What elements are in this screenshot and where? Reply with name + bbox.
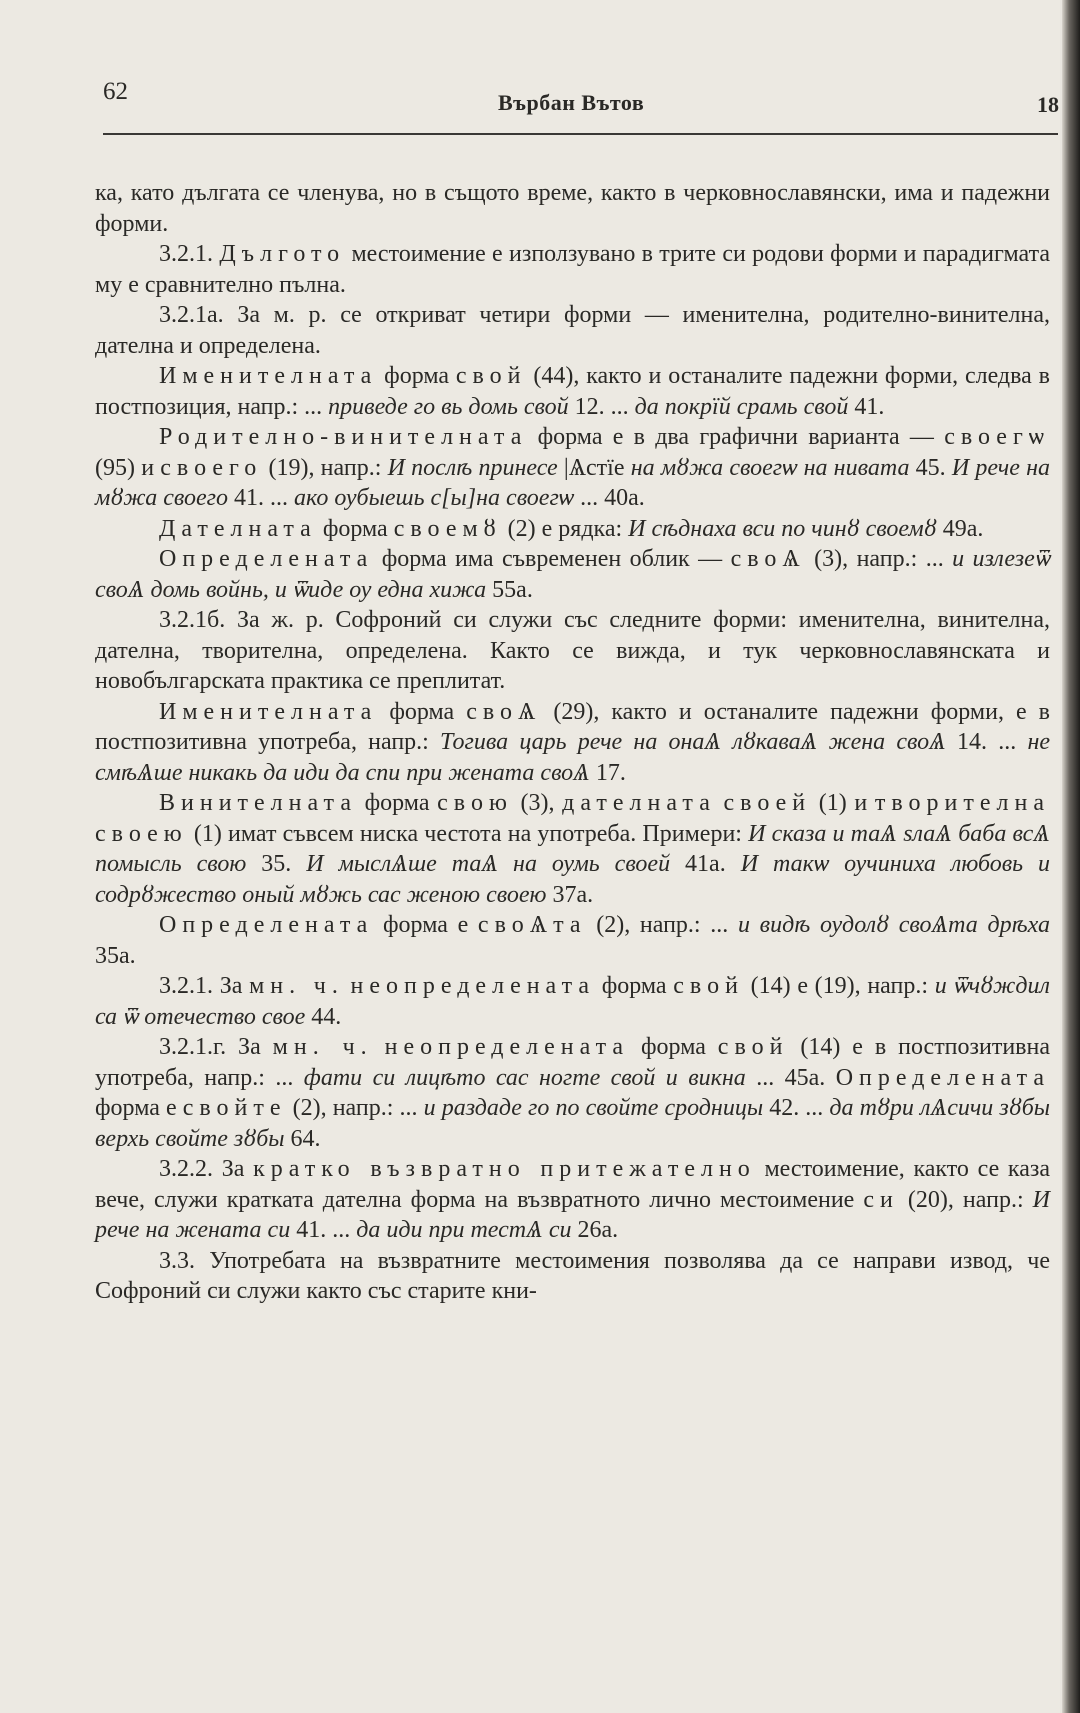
text-run: 3.2.1. xyxy=(159,241,220,267)
book-spine-shadow xyxy=(1062,0,1080,1713)
spaced-term: неопределената xyxy=(384,1034,630,1060)
paragraph-p9 xyxy=(95,697,1050,789)
paragraph-p10 xyxy=(95,788,1050,910)
spaced-term: своею xyxy=(95,820,188,847)
text-run: местоимение, както се каза вече, служи кратката дателна форма на възвратното лично местоимение xyxy=(95,1156,1050,1213)
text-run: форма xyxy=(377,698,467,725)
quoted-example: И послѣ принесе xyxy=(387,454,558,481)
text-run: (2) е рядка: xyxy=(501,515,629,542)
text-run: 26а. xyxy=(571,1217,619,1243)
text-run: 12. ... xyxy=(568,393,635,420)
text-run: (19), напр.: xyxy=(262,454,388,481)
paragraph-p15 xyxy=(95,1246,1050,1307)
text-run: 3.2.1.г. За xyxy=(159,1034,273,1060)
text-run: форма е в два графични варианта — xyxy=(527,424,945,450)
quoted-example: ако оубыешь с[ы]на своегѡ xyxy=(294,485,575,511)
spaced-term: Определената xyxy=(835,1064,1051,1091)
body-text xyxy=(95,178,1050,1307)
paragraph-p2 xyxy=(95,239,1050,300)
spaced-term: свой xyxy=(455,363,527,389)
spaced-term: Родително-винителната xyxy=(159,424,528,450)
spaced-term: кратко възвратно притежателно xyxy=(253,1156,756,1182)
quoted-example: И сказа и таѦ ѕлаѦ баба всѦ помысль свою xyxy=(95,820,1051,877)
paragraph-p1 xyxy=(95,178,1050,239)
text-run: форма xyxy=(377,363,456,389)
text-run: (14) е (19), напр.: xyxy=(743,973,935,999)
text-run: 41. ... xyxy=(290,1217,357,1243)
text-run: (44), както и останалите падежни форми, следва в постпозиция, напр.: ... xyxy=(95,363,1050,420)
text-run: форма е xyxy=(373,912,478,938)
header-rule xyxy=(103,133,1058,135)
quoted-example: и раздаде го по свойте сродницы xyxy=(423,1095,764,1121)
spaced-term: Винителната xyxy=(159,790,357,816)
text-run: |Ѧстїе xyxy=(557,454,631,481)
quoted-example: да покрїй срамь свой xyxy=(634,393,849,420)
text-run: 41. xyxy=(848,393,885,420)
text-run: (14) е в постпозитивна употреба, напр.: ... xyxy=(95,1034,1051,1091)
spaced-term: своѦ xyxy=(466,698,542,725)
quoted-example: И сѣднаха вси по чинȣ своемȣ xyxy=(628,515,937,542)
spaced-term: своѦ xyxy=(730,546,806,572)
paragraph-p3 xyxy=(95,300,1050,361)
paragraph-p5 xyxy=(95,422,1050,514)
page-number: 62 xyxy=(103,78,128,105)
text-run: 49а. xyxy=(936,515,984,542)
edge-mark: 18 xyxy=(1037,92,1059,117)
paragraph-p13 xyxy=(95,1032,1050,1154)
spaced-term: свой xyxy=(673,973,744,999)
text-run: форма е xyxy=(95,1095,183,1121)
spaced-term: творителна xyxy=(874,790,1051,816)
quoted-example: да тȣри лѦсичи зȣбы верхь свойте зȣбы xyxy=(95,1095,1051,1152)
text-run: 37а. xyxy=(546,881,594,908)
text-run: 44. xyxy=(305,1003,342,1030)
text-run: (1) имат съвсем ниска честота на употреба. Примери: xyxy=(187,820,749,847)
quoted-example: И такѡ оучиниха любовь и содрȣжество оный мȣжь сас женою своею xyxy=(95,851,1051,908)
text-run: 3.2.1. За xyxy=(159,973,250,999)
spaced-term: свойте xyxy=(182,1095,287,1121)
spaced-term: Именителната xyxy=(159,698,378,725)
text-run: 17. xyxy=(589,759,626,786)
spaced-term: своѦта xyxy=(477,912,587,938)
text-run xyxy=(344,973,351,999)
text-run: 3.2.1а. За м. р. се откриват четири форми — именителна, родително-винителна, дателна и определена. xyxy=(95,302,1050,359)
text-run: местоимение е използувано в трите си родови форми и парадигмата му е сравнително пълна. xyxy=(95,241,1051,298)
quoted-example: и ѿчȣждил са ѿ отечество свое xyxy=(95,973,1050,1030)
text-run xyxy=(716,790,724,816)
quoted-example: И мыслѦше таѦ на оумь своей xyxy=(306,851,671,877)
spaced-term: неопределената xyxy=(350,973,596,999)
paragraph-p11 xyxy=(95,910,1050,971)
text-run: 55а. xyxy=(486,576,533,603)
text-run: (2), напр.: ... xyxy=(586,912,738,938)
text-run: (95) и xyxy=(95,454,161,481)
text-run: ка, като дългата се членува, но в същото време, както в черковнославянски, има и падежни форми. xyxy=(95,180,1050,237)
text-run: (1) и xyxy=(811,790,875,816)
text-run: 42. ... xyxy=(763,1095,830,1121)
quoted-example: на мȣжа своегѡ на нивата xyxy=(630,454,910,481)
text-run: форма xyxy=(629,1034,718,1060)
text-run: 3.3. Употребата на възвратните местоимения позволява да се направи извод, че Софроний си служи както със старите кни- xyxy=(95,1247,1050,1304)
spaced-term: свою xyxy=(437,790,513,816)
quoted-example: фати си лицѣто сас ногте свой и викна xyxy=(303,1064,746,1091)
text-run: форма xyxy=(595,973,674,999)
text-run: ... 45а. xyxy=(745,1064,836,1091)
spaced-term: своей xyxy=(723,790,812,816)
text-run: (29), както и останалите падежни форми, е в постпозитивна употреба, напр.: xyxy=(95,698,1050,755)
text-run: (3), напр.: ... xyxy=(805,546,953,572)
text-run: ... 40а. xyxy=(574,485,645,511)
spaced-term: Дателната xyxy=(159,515,317,542)
spaced-term: дателната xyxy=(562,790,716,816)
paragraph-p8 xyxy=(95,605,1050,697)
text-run: форма xyxy=(356,790,438,816)
text-run: 41. ... xyxy=(228,485,295,511)
text-run: 45. xyxy=(909,454,952,481)
paragraph-p14 xyxy=(95,1154,1050,1246)
text-run: (3), xyxy=(512,790,563,816)
paragraph-p6 xyxy=(95,514,1050,545)
quoted-example: И рече на жената си xyxy=(95,1186,1050,1243)
text-run: 3.2.2. За xyxy=(159,1156,254,1182)
quoted-example: и излезеѿ своѦ домь войнь, и ѿиде оу една хижа xyxy=(95,546,1051,603)
spaced-term: Дългото xyxy=(219,241,346,267)
quoted-example: не смѣѦше никакь да иди да спи при жената своѦ xyxy=(95,729,1050,786)
text-run: 64. xyxy=(284,1125,321,1152)
spaced-term: своегѡ xyxy=(944,424,1050,450)
text-run: 35а. xyxy=(95,942,136,969)
quoted-example: и видѣ оудолȣ своѦта дрѣха xyxy=(737,912,1050,938)
page-header xyxy=(103,78,1060,138)
paragraph-p12 xyxy=(95,971,1050,1032)
spaced-term: мн. ч. xyxy=(249,973,344,999)
text-run: (2), напр.: ... xyxy=(286,1095,424,1121)
spaced-term: мн. ч. xyxy=(272,1034,373,1060)
quoted-example: Тогива царь рече на онаѦ лȣкаваѦ жена своѦ xyxy=(440,729,946,755)
spaced-term: своемȣ xyxy=(393,515,502,542)
spaced-term: си xyxy=(863,1186,899,1213)
paragraph-p7 xyxy=(95,544,1050,605)
quoted-example: да иди при тестѦ си xyxy=(356,1217,572,1243)
quoted-example: приведе го вь домь свой xyxy=(328,393,569,420)
text-run: (20), напр.: xyxy=(898,1186,1033,1213)
text-run xyxy=(373,1034,385,1060)
text-run: 35. xyxy=(246,851,307,877)
text-run: 41а. xyxy=(670,851,741,877)
paragraph-p4 xyxy=(95,361,1050,422)
text-run: форма xyxy=(316,515,394,542)
running-title: Върбан Вътов xyxy=(498,90,645,115)
text-run: форма има съвременен облик — xyxy=(373,546,731,572)
spaced-term: Определената xyxy=(159,912,374,938)
text-run: 14. ... xyxy=(945,729,1028,755)
spaced-term: свой xyxy=(717,1034,789,1060)
spaced-term: своего xyxy=(160,454,263,481)
quoted-example: И рече на мȣжа своего xyxy=(95,454,1050,511)
text-run: 3.2.1б. За ж. р. Софроний си служи със следните форми: именителна, винителна, дателна, творителна, определена. Както се вижда, и тук черковнославянската и новобългарската практика се преплитат. xyxy=(95,607,1050,694)
spaced-term: Определената xyxy=(159,546,374,572)
spaced-term: Именителната xyxy=(159,363,378,389)
